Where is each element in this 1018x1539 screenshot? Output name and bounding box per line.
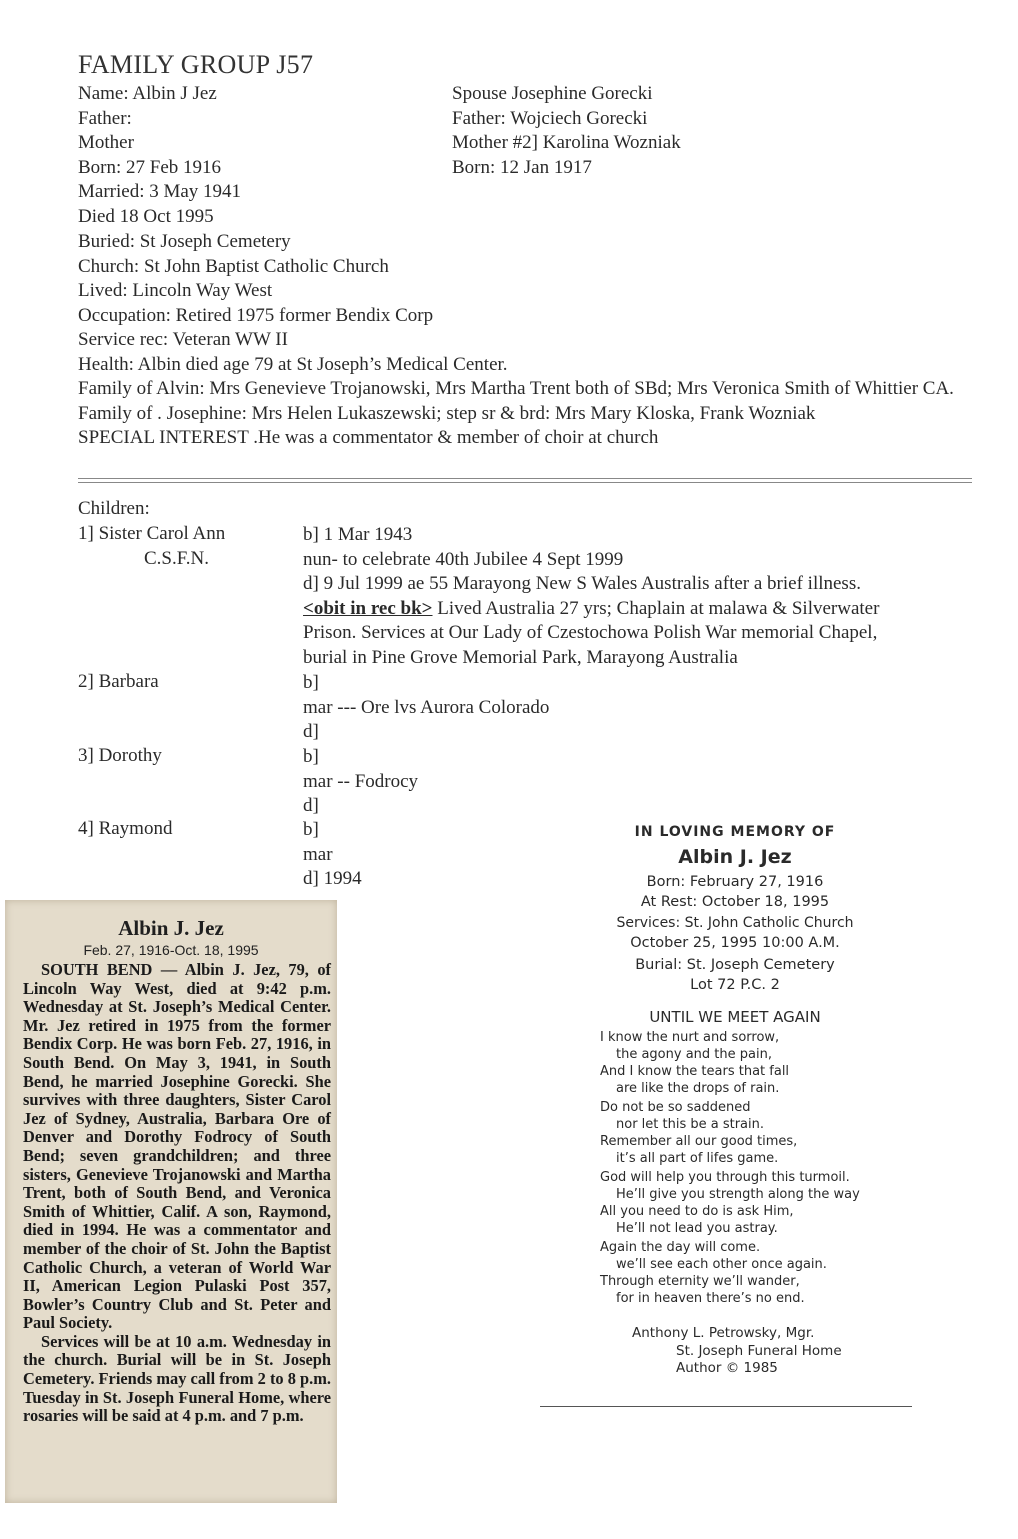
died-line: Died 18 Oct 1995: [78, 205, 214, 227]
clipping-paragraph-1: SOUTH BEND — Albin J. Jez, 79, of Lincoln Way West, died at 9:42 p.m. Wednesday at St. Joseph’s Medical Center. Mr. Jez retired in 1975 from the former Bendix Corp. He was born Feb. 27, 1916, in South Bend. On May 3, 1941, in South Bend, he married Josephine Gorecki. She survives with three daughters, Sister Carol Jez of Sydney, Australia, Barbara Ore of Denver and Dorothy Fodrocy of South Bend; seven grandchildren; and three sisters, Genevieve Trojanowski and Martha Trent, both of South Bend, and Veronica Smith of Whittier, Calif. A son, Raymond, died in 1994. He was a commentator and member of the choir of St. John the Baptist Catholic Church, a veteran of World War II, American Legion Pulaski Post 357, Bowler’s Country Club and St. Peter and Paul Society.: [23, 960, 331, 1333]
child-4-married: mar: [303, 843, 333, 865]
poem-line: we’ll see each other once again.: [616, 1257, 827, 1272]
poem-line: He’ll give you strength along the way: [616, 1187, 860, 1202]
father-line: Father:: [78, 107, 132, 129]
section-divider: [78, 478, 972, 483]
child-4-details: [303, 818, 362, 892]
family-alvin-line: Family of Alvin: Mrs Genevieve Trojanowski, Mrs Martha Trent both of SBd; Mrs Veronica Smith of Whittier CA.: [78, 378, 954, 399]
poem-line: Through eternity we’ll wander,: [600, 1274, 800, 1289]
card-lot: Lot 72 P.C. 2: [690, 977, 780, 993]
child-1-name: 1] Sister Carol Ann: [78, 523, 226, 544]
poem-stanza-2: [600, 1099, 900, 1167]
child-1-born: b] 1 Mar 1943: [303, 524, 413, 545]
children-heading: Children:: [78, 498, 150, 519]
clipping-dates: Feb. 27, 1916-Oct. 18, 1995: [83, 942, 259, 958]
card-burial: Burial: St. Joseph Cemetery: [635, 957, 835, 973]
card-signature: [632, 1325, 842, 1378]
family-josephine-line: Family of . Josephine: Mrs Helen Lukaszewski; step sr & brd: Mrs Mary Kloska, Frank Wozniak: [78, 402, 816, 424]
child-1-details: [303, 523, 879, 670]
child-2-died: d]: [303, 721, 319, 742]
document-title: FAMILY GROUP J57: [78, 50, 314, 79]
child-2-married: mar --- Ore lvs Aurora Colorado: [303, 696, 550, 718]
newspaper-clipping: [5, 900, 337, 1503]
spouse-mother-line: Mother #2] Karolina Wozniak: [452, 132, 681, 153]
poem-stanza-4: [600, 1239, 900, 1307]
child-2-born: b]: [303, 672, 319, 693]
name-line: Name: Albin J Jez: [78, 83, 217, 104]
child-1-services: Prison. Services at Our Lady of Czestochowa Polish War memorial Chapel,: [303, 622, 878, 643]
mother-line: Mother: [78, 132, 134, 153]
clipping-body: [23, 961, 331, 1426]
spouse-father-line: Father: Wojciech Gorecki: [452, 107, 648, 129]
poem-stanza-1: [600, 1029, 900, 1097]
special-interest-line: SPECIAL INTEREST .He was a commentator & member of choir at church: [78, 427, 659, 448]
clipping-title: Albin J. Jez: [118, 916, 224, 940]
spouse-line: Spouse Josephine Gorecki: [452, 83, 653, 104]
child-3-married: mar -- Fodrocy: [303, 770, 419, 792]
child-1-jubilee: nun- to celebrate 40th Jubilee 4 Sept 1999: [303, 548, 624, 570]
card-born: Born: February 27, 1916: [646, 874, 824, 890]
child-3-born: b]: [303, 746, 319, 767]
child-3-name: 3] Dorothy: [78, 745, 162, 766]
poem-line: Do not be so saddened: [600, 1100, 751, 1115]
married-line: Married: 3 May 1941: [78, 181, 242, 202]
poem-line: it’s all part of lifes game.: [616, 1151, 779, 1166]
poem-line: All you need to do is ask Him,: [600, 1204, 794, 1219]
health-line: Health: Albin died age 79 at St Joseph’s Medical Center.: [78, 353, 508, 375]
child-4-name: 4] Raymond: [78, 818, 173, 839]
child-3-died: d]: [303, 795, 319, 816]
poem-title: UNTIL WE MEET AGAIN: [649, 1008, 821, 1026]
person-info: [78, 82, 241, 229]
card-heading: IN LOVING MEMORY OF: [634, 824, 836, 840]
poem-stanza-3: [600, 1169, 900, 1237]
spouse-born-line: Born: 12 Jan 1917: [452, 156, 592, 178]
child-3-details: [303, 745, 418, 819]
service-line: Service rec: Veteran WW II: [78, 329, 288, 350]
poem-line: He’ll not lead you astray.: [616, 1221, 778, 1236]
signature-name: Anthony L. Petrowsky, Mgr.: [632, 1325, 815, 1341]
poem-line: the agony and the pain,: [616, 1047, 772, 1062]
child-2-name: 2] Barbara: [78, 671, 159, 692]
poem-line: Again the day will come.: [600, 1240, 761, 1255]
child-1-order: C.S.F.N.: [144, 548, 210, 569]
lived-line: Lived: Lincoln Way West: [78, 280, 273, 301]
card-bottom-rule: [540, 1406, 912, 1407]
child-4-died: d] 1994: [303, 868, 362, 889]
poem-line: nor let this be a strain.: [616, 1117, 765, 1132]
child-1-burial: burial in Pine Grove Memorial Park, Marayong Australia: [303, 646, 738, 668]
card-at-rest: At Rest: October 18, 1995: [640, 894, 830, 910]
clipping-paragraph-2: Services will be at 10 a.m. Wednesday in the church. Burial will be in St. Joseph Cemetery. Friends may call from 2 to 8 p.m. Tuesday in St. Joseph Funeral Home, where rosaries will be said at 4 p.m. and 7 p.m.: [23, 1331, 331, 1426]
poem-line: for in heaven there’s no end.: [616, 1291, 805, 1306]
poem-line: And I know the tears that fall: [600, 1064, 790, 1079]
author-copyright: Author © 1985: [676, 1360, 778, 1376]
memorial-poem: [600, 1029, 900, 1309]
child-4-born: b]: [303, 819, 319, 840]
child-2-details: [303, 671, 549, 745]
detail-block: [78, 230, 958, 451]
funeral-home: St. Joseph Funeral Home: [676, 1342, 842, 1359]
poem-line: Remember all our good times,: [600, 1134, 798, 1149]
obit-link[interactable]: <obit in rec bk>: [303, 597, 433, 619]
card-services: Services: St. John Catholic Church: [616, 915, 854, 931]
occupation-line: Occupation: Retired 1975 former Bendix Corp: [78, 304, 434, 326]
card-name: Albin J. Jez: [678, 846, 792, 868]
child-1-lived: Lived Australia 27 yrs; Chaplain at malawa & Silverwater: [432, 597, 880, 619]
child-1-died: d] 9 Jul 1999 ae 55 Marayong New S Wales Australis after a brief illness.: [303, 573, 861, 594]
spouse-info: [452, 82, 681, 180]
card-service-date: October 25, 1995 10:00 A.M.: [630, 935, 840, 951]
buried-line: Buried: St Joseph Cemetery: [78, 231, 291, 252]
child-1-obit-line: [303, 597, 879, 622]
church-line: Church: St John Baptist Catholic Church: [78, 255, 389, 277]
poem-line: are like the drops of rain.: [616, 1081, 780, 1096]
poem-line: I know the nurt and sorrow,: [600, 1030, 780, 1045]
poem-line: God will help you through this turmoil.: [600, 1170, 850, 1185]
born-line: Born: 27 Feb 1916: [78, 156, 222, 178]
